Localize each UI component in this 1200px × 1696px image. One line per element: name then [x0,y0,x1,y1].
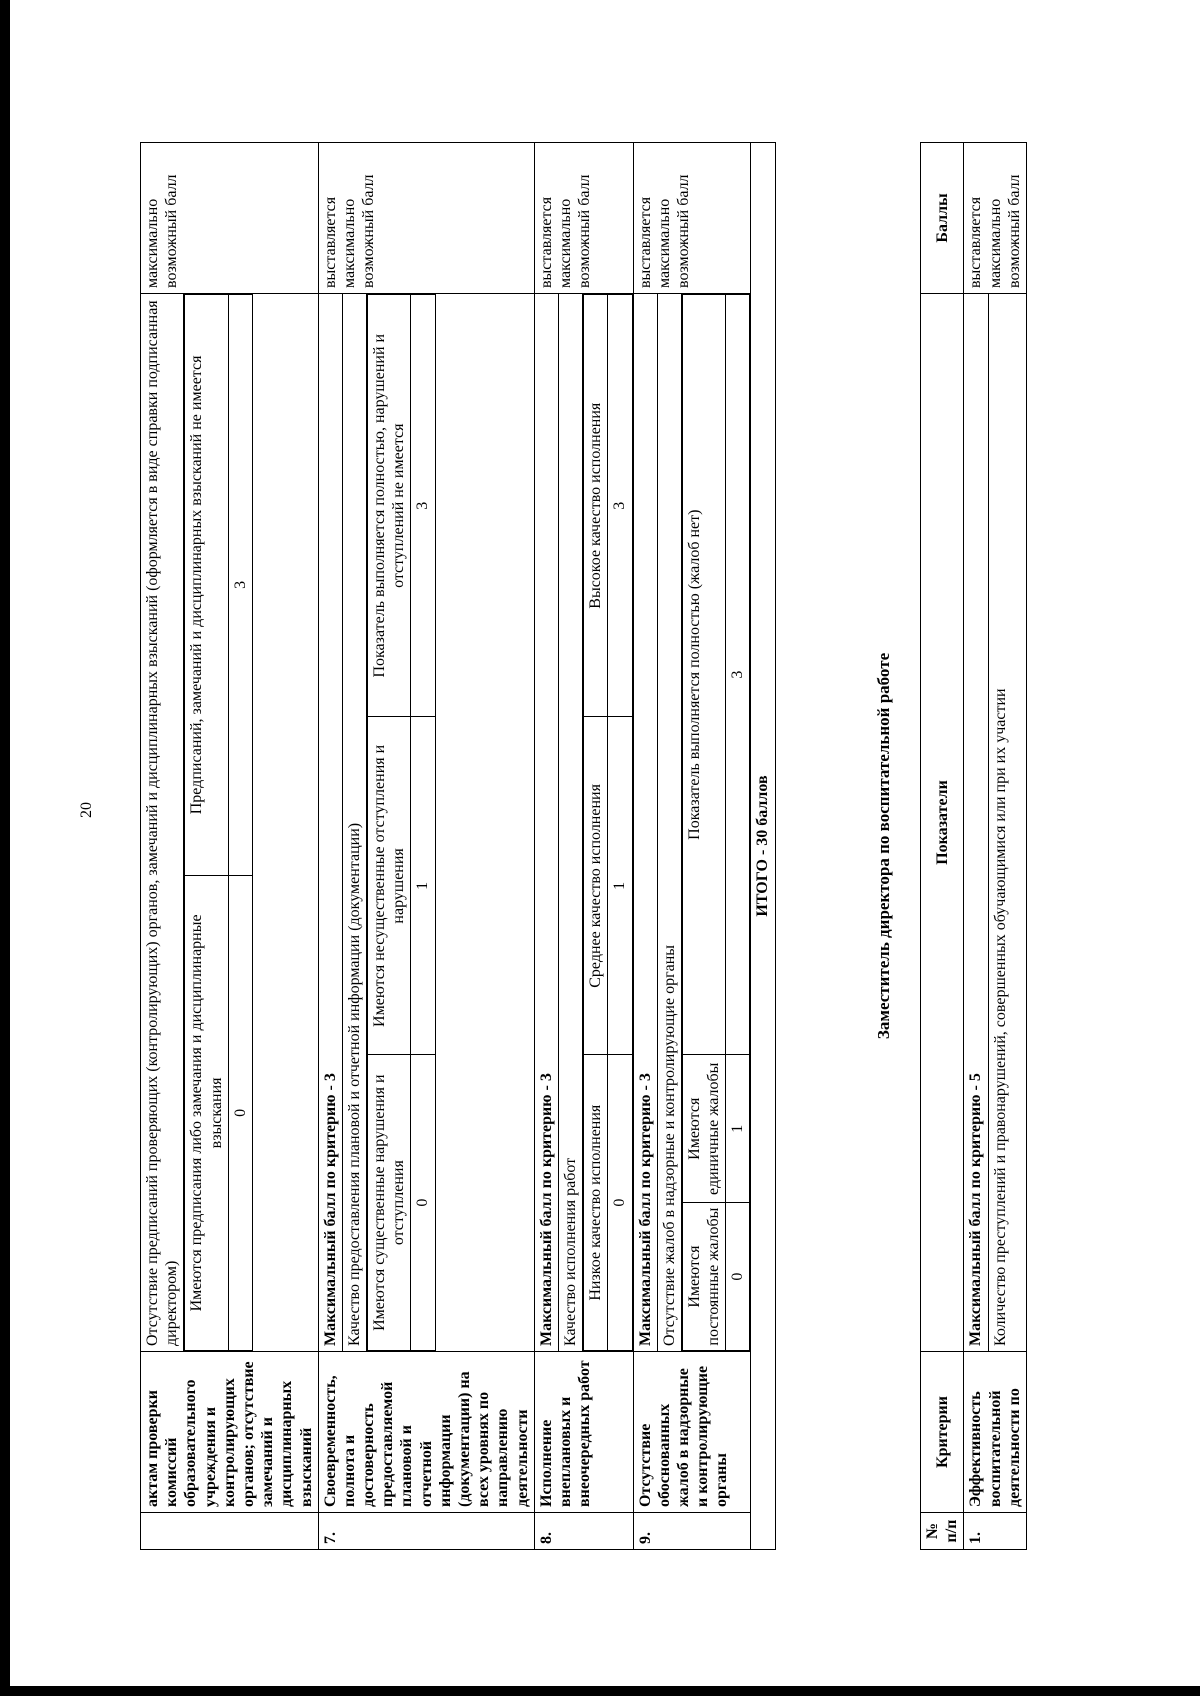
deputy-director-table [920,142,1027,1550]
max-score-line: Максимальный балл по критерию - 3 [634,294,658,1351]
points-cell: выставляется максимально возможный балл [633,143,751,294]
option-label: Высокое качество исполнения [584,295,608,717]
option-score: 0 [608,1055,632,1351]
criterion-cell: Своевременность, полнота и достоверность предоставляемой плановой и отчетной информации (документации) на всех уровнях по направлению деятельности [318,1352,534,1513]
options-table [184,294,253,1351]
max-score-line: Максимальный балл по критерию - 5 [964,294,988,1351]
option-score: 3 [726,295,750,1055]
max-score-line: Максимальный балл по критерию - 3 [535,294,559,1351]
max-score-line: Максимальный балл по критерию - 3 [319,294,343,1351]
criterion-cell: Эффективность воспитательной деятельности по [964,1352,1027,1513]
header-criteria: Критерии [921,1352,964,1513]
indicator-cell [633,294,751,1352]
points-cell: максимально возможный балл [141,143,319,294]
criterion-cell: Исполнение внеплановых и внеочередных работ [534,1352,633,1513]
indicator-cell [141,294,319,1352]
indicator-description: Отсутствие жалоб в надзорные и контролирующие органы [658,294,682,1351]
points-cell: выставляется максимально возможный балл [318,143,534,294]
option-label: Предписаний, замечаний и дисциплинарных взысканий не имеется [185,295,228,876]
options-table [367,294,436,1351]
table-row [141,143,319,1550]
option-label: Показатель выполняется полностью, нарушений и отступлений не имеется [368,295,411,717]
header-points: Баллы [921,143,964,294]
indicator-cell [534,294,633,1352]
option-label: Имеются единичные жалобы [682,1055,725,1203]
section-title: Заместитель директора по воспитательной работе [874,652,893,1040]
option-label: Имеются существенные нарушения и отступления [368,1055,411,1351]
indicator-description: Качество предоставления плановой и отчетной информации (документации) [343,294,367,1351]
row-number: 7. [318,1513,534,1550]
row-number: 1. [964,1513,1027,1550]
criterion-cell: актам проверки комиссий образовательного учреждения и контролирующих органов; отсутствие замечаний и дисциплинарных взысканий [141,1352,319,1513]
criteria-table [140,142,776,1550]
option-label: Среднее качество исполнения [584,717,608,1055]
option-score: 0 [411,1055,435,1351]
option-label: Имеются постоянные жалобы [682,1203,725,1351]
total-row [751,143,775,1550]
indicator-cell [964,294,1027,1352]
total-cell: ИТОГО - 30 баллов [751,143,775,1550]
option-score: 3 [411,295,435,717]
options-table [682,294,751,1351]
option-label: Имеются предписания либо замечания и дисциплинарные взыскания [185,875,228,1350]
header-num: № п/п [921,1513,964,1550]
header-row [921,143,964,1550]
option-score: 0 [726,1203,750,1351]
row-number [141,1513,319,1550]
header-indicators: Показатели [921,294,964,1352]
option-score: 1 [411,717,435,1055]
option-score: 3 [608,295,632,717]
indicator-description: Отсутствие предписаний проверяющих (контролирующих) органов, замечаний и дисциплинарных взысканий (оформляется в виде справки подписанная директором) [141,294,184,1351]
points-cell: выставляется максимально возможный балл [534,143,633,294]
row-number: 8. [534,1513,633,1550]
indicator-description: Количество преступлений и правонарушений, совершенных обучающимися или при их участии [991,688,1009,1346]
option-score: 0 [228,875,252,1350]
indicator-description: Качество исполнения работ [559,294,583,1351]
table-row [633,143,751,1550]
option-score: 1 [608,717,632,1055]
table-row [964,143,1027,1550]
page-number: 20 [78,802,95,818]
options-table [583,294,632,1351]
option-label: Низкое качество исполнения [584,1055,608,1351]
option-label: Имеются несущественные отступления и нарушения [368,717,411,1055]
criterion-cell: Отсутствие обоснованных жалоб в надзорные и контролирующие органы [633,1352,751,1513]
option-score: 1 [726,1055,750,1203]
table-row [534,143,633,1550]
option-score: 3 [228,295,252,876]
points-cell: выставляется максимально возможный балл [964,143,1027,294]
option-label: Показатель выполняется полностью (жалоб нет) [682,295,725,1055]
indicator-cell [318,294,534,1352]
row-number: 9. [633,1513,751,1550]
table-row [318,143,534,1550]
